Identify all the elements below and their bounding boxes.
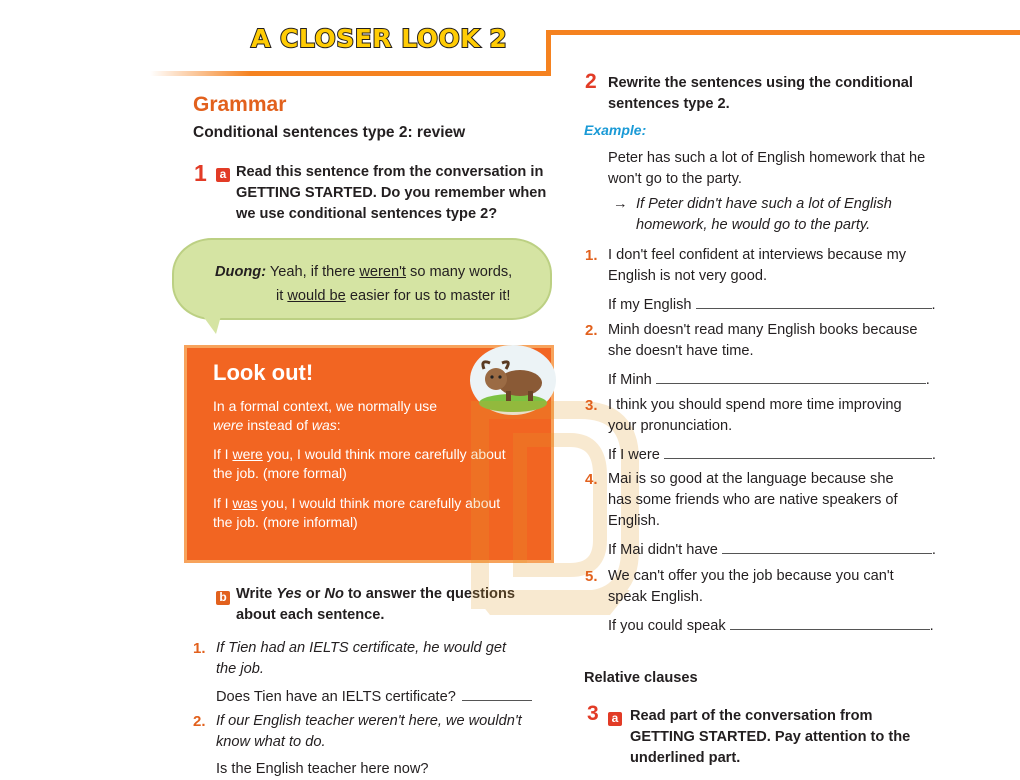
grammar-subheading: Conditional sentences type 2: review: [193, 124, 466, 141]
exercise-1-number: 1: [194, 160, 207, 186]
answer-blank[interactable]: [462, 686, 532, 701]
example-arrow: →: [613, 196, 628, 212]
lookout-paragraph-3: If I was you, I would think more carefully about the job. (more informal): [213, 495, 501, 530]
bubble-line-1: Duong: Yeah, if there weren't so many words,: [215, 264, 513, 280]
list-item: 3. I think you should spend more time improving your pronunciation. If I were .: [585, 397, 936, 463]
exercise-1b-letter: b: [216, 591, 230, 605]
answer-blank[interactable]: [656, 369, 926, 384]
list-item: 4. Mai is so good at the language because she has some friends who are native speakers of English. If Mai didn't have .: [585, 471, 936, 558]
exercise-2-number: 2: [585, 70, 597, 93]
exercise-1a-letter: a: [216, 168, 230, 182]
list-item: 1. If Tien had an IELTS certificate, he would get the job. Does Tien have an IELTS certificate?: [193, 638, 553, 660]
page-title: A CLOSER LOOK 2: [251, 24, 508, 53]
speaker-label: Duong:: [215, 264, 267, 280]
example-label: Example:: [584, 122, 647, 138]
exercise-2-instruction: Rewrite the sentences using the conditional sentences type 2.: [608, 75, 913, 112]
bubble-line-2: it would be easier for us to master it!: [276, 288, 511, 304]
list-item: 1. I don't feel confident at interviews because my English is not very good. If my English .: [585, 247, 936, 313]
lookout-paragraph-1: In a formal context, we normally use were instead of was:: [213, 398, 438, 433]
exercise-3a-letter: a: [608, 712, 622, 726]
exercise-1a-instruction: Read this sentence from the conversation in GETTING STARTED. Do you remember when we use conditional sentences type 2?: [236, 164, 547, 222]
relative-clauses-heading: Relative clauses: [584, 670, 698, 686]
header-rule-top: [550, 30, 1020, 35]
list-item: 2. If our English teacher weren't here, we wouldn't know what to do. Is the English teacher here now?: [193, 713, 522, 777]
lookout-paragraph-2: If I were you, I would think more carefully about the job. (more formal): [213, 446, 506, 481]
list-item: 2. Minh doesn't read many English books because she doesn't have time. If Minh .: [585, 322, 930, 388]
example-answer: If Peter didn't have such a lot of English homework, he would go to the party.: [636, 196, 892, 233]
answer-blank[interactable]: [722, 539, 932, 554]
answer-blank[interactable]: [730, 615, 930, 630]
lookout-title: Look out!: [213, 360, 314, 385]
speech-bubble-tail: [200, 312, 222, 334]
exercise-3a-instruction: Read part of the conversation from GETTING STARTED. Pay attention to the underlined part.: [630, 708, 911, 766]
exercise-1b-instruction: Write Yes or No to answer the questions about each sentence.: [236, 586, 515, 623]
exercise-3-number: 3: [587, 702, 599, 725]
header-rule-bottom: [150, 71, 550, 76]
list-item: 5. We can't offer you the job because you can't speak English. If you could speak .: [585, 568, 934, 634]
answer-blank[interactable]: [696, 294, 932, 309]
example-sentence: Peter has such a lot of English homework that he won't go to the party.: [608, 150, 926, 187]
grammar-heading: Grammar: [193, 93, 287, 116]
header-rule-vertical: [546, 30, 551, 76]
answer-blank[interactable]: [664, 444, 932, 459]
